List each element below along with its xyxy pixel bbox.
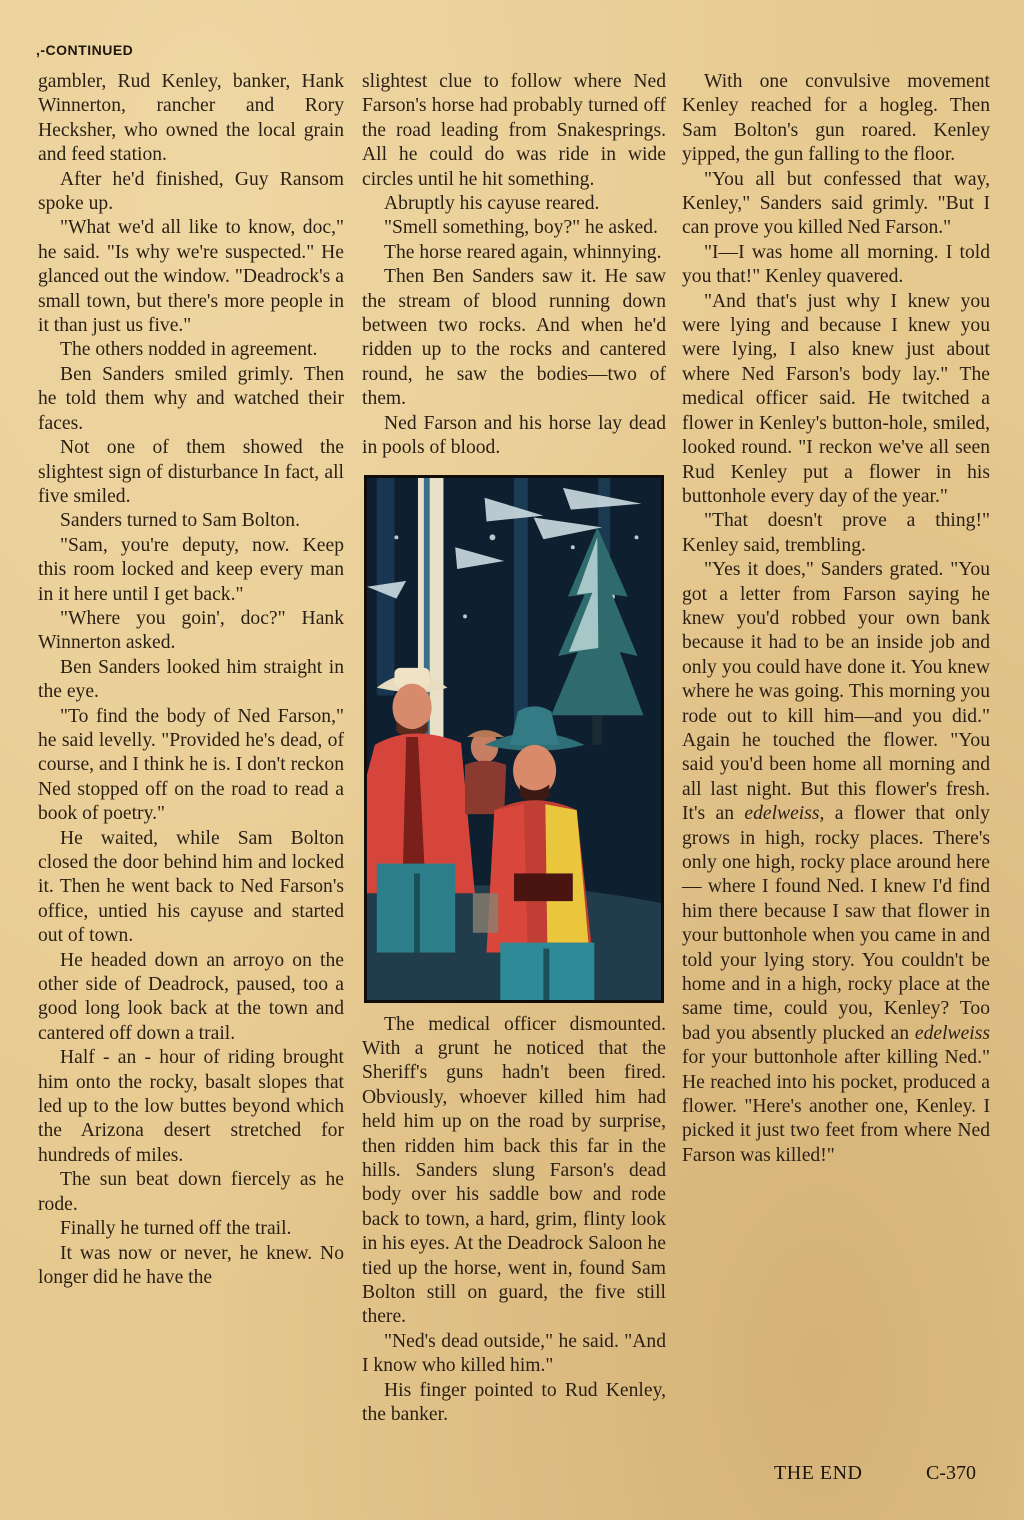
paragraph: Not one of them showed the slightest sign of disturbance In fact, all five smiled. <box>38 437 344 507</box>
paragraph: It was now or never, he knew. No longer did he have the <box>38 1242 344 1288</box>
text-column-2 <box>362 70 666 1427</box>
paragraph: gambler, Rud Kenley, banker, Hank Winnerton, rancher and Rory Hecksher, who owned the local grain and feed station. <box>38 71 344 166</box>
paragraph: With one convulsive movement Kenley reached for a hogleg. Then Sam Bolton's gun roared. Kenley yipped, the gun falling to the floor. <box>682 71 990 166</box>
illustration-panel <box>364 475 664 1003</box>
paragraph: "What we'd all like to know, doc," he said. "Is why we're suspected." He glanced out the window. "Deadrock's a small town, but there's more people in it than just us five." <box>38 217 344 337</box>
paragraph: The others nodded in agreement. <box>60 339 318 361</box>
text-run: "Yes it does," Sanders grated. "You got a letter from Farson saying he knew you'd robbed your own bank because it had to be an inside job and only you could have done it. You knew where he was going. This morning you rode out to kill him—and you did." Again he touched the flower. "You said you'd been home all morning and all last night. But this flower's fresh. It's an <box>682 559 990 825</box>
paragraph: The sun beat down fiercely as he rode. <box>38 1169 344 1215</box>
the-end-label: THE END <box>774 1462 863 1484</box>
paragraph: After he'd finished, Guy Ransom spoke up. <box>38 168 344 215</box>
continued-label: ,-CONTINUED <box>36 42 134 58</box>
paragraph: He headed down an arroyo on the other side of Deadrock, paused, too a good long look back at the town and cantered off down a trail. <box>38 949 344 1044</box>
paragraph: "Ned's dead outside," he said. "And I know who killed him." <box>362 1330 666 1377</box>
paragraph: The horse reared again, whinnying. <box>384 241 662 263</box>
paragraph: "And that's just why I knew you were lying and because I knew you were lying, I also knew just about where Ned Farson's body lay." The medical officer said. He twitched a flower in Kenley's button-hole, smiled, looked round. "I reckon we've all seen Rud Kenley put a flower in his buttonhole every day of the year." <box>682 290 990 507</box>
paragraph: "To find the body of Ned Farson," he said levelly. "Provided he's dead, of course, and I think he is. I don't reckon Ned stopped off on the road to read a book of poetry." <box>38 705 344 825</box>
paragraph: The medical officer dismounted. With a grunt he noticed that the Sheriff's guns hadn't been fired. Obviously, whoever killed him had held him up on the road by surprise, then ridden him back this far in the hills. Sanders slung Farson's dead body over his saddle bow and rode back to town, a hard, grim, flinty look in his eyes. At the Deadrock Saloon he tied up the horse, went in, found Sam Bolton still on guard, the five still there. <box>362 1013 666 1328</box>
paragraph: "You all but confessed that way, Kenley," Sanders said grimly. "But I can prove you killed Ned Farson." <box>682 168 990 239</box>
paragraph: Abruptly his cayuse reared. <box>384 193 600 215</box>
paragraph: Half - an - hour of riding brought him onto the rocky, basalt slopes that led up to the low buttes beyond which the Arizona desert stretched for hundreds of miles. <box>38 1047 344 1166</box>
paragraph: Sanders turned to Sam Bolton. <box>60 510 301 532</box>
paragraph: Ned Farson and his horse lay dead in pools of blood. <box>362 412 666 459</box>
text-column-1 <box>38 70 344 1290</box>
paragraph: "That doesn't prove a thing!" Kenley said, trembling. <box>682 510 990 556</box>
paragraph: His finger pointed to Rud Kenley, the banker. <box>362 1379 666 1425</box>
text-run: a flower that only grows in high, rocky places. There's only one high, rocky place around here — where I found Ned. I knew I'd find him there because I saw that flower in your buttonhole when you came in and told your lying story. You couldn't be home and in a high, rocky place at the same time, could you, Kenley? Too bad you absently plucked an <box>682 803 990 1044</box>
paragraph: "Smell something, boy?" he asked. <box>384 217 658 239</box>
italic-word: edelweiss <box>914 1022 990 1044</box>
paragraph: Ben Sanders looked him straight in the eye. <box>38 656 344 703</box>
paragraph: "Where you goin', doc?" Hank Winnerton asked. <box>38 607 344 654</box>
italic-word: edelweiss, <box>744 803 825 825</box>
paragraph: "Sam, you're deputy, now. Keep this room locked and keep every man in it here until I get back." <box>38 534 344 605</box>
paragraph: "I—I was home all morning. I told you that!" Kenley quavered. <box>682 241 990 288</box>
paragraph: Finally he turned off the trail. <box>60 1218 292 1240</box>
paragraph: slightest clue to follow where Ned Farson's horse had probably turned off the road leading from Snakesprings. All he could do was ride in wide circles until he hit something. <box>362 71 666 190</box>
paragraph <box>682 558 990 1168</box>
text-column-3 <box>682 70 990 1168</box>
text-run: for your buttonhole after killing Ned." He reached into his pocket, produced a flower. "Here's another one, Kenley. I picked it just two feet from where Ned Farson was killed!" <box>682 1047 990 1166</box>
paragraph: He waited, while Sam Bolton closed the door behind him and locked it. Then he went back to Ned Farson's office, untied his cayuse and started out of town. <box>38 827 344 947</box>
page-code: C-370 <box>926 1462 976 1484</box>
cowboys-in-forest-illustration <box>367 478 661 1000</box>
paragraph: Then Ben Sanders saw it. He saw the stream of blood running down between two rocks. And when he'd ridden up to the rocks and cantered round, he saw the bodies—two of them. <box>362 266 666 410</box>
paragraph: Ben Sanders smiled grimly. Then he told them why and watched their faces. <box>38 363 344 434</box>
